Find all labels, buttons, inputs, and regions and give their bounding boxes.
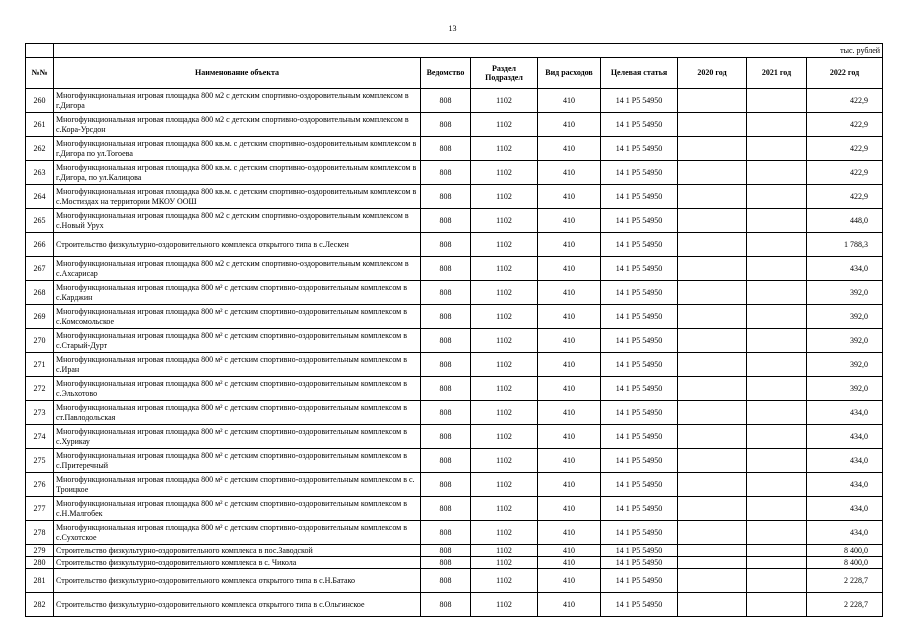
- section-code: 1102: [471, 449, 538, 473]
- table-row: [26, 137, 883, 161]
- units-label: тыс. рублей: [54, 44, 883, 58]
- value-2022: 392,0: [807, 305, 883, 329]
- section-code: 1102: [471, 161, 538, 185]
- department-code: 808: [421, 569, 471, 593]
- row-number: 274: [26, 425, 54, 449]
- value-2022: 422,9: [807, 185, 883, 209]
- table-row: [26, 257, 883, 281]
- target-item: 14 1 P5 54950: [601, 281, 678, 305]
- section-code: 1102: [471, 425, 538, 449]
- target-item: 14 1 P5 54950: [601, 329, 678, 353]
- value-2020: [678, 449, 747, 473]
- expense-type: 410: [538, 257, 601, 281]
- section-code: 1102: [471, 113, 538, 137]
- target-item: 14 1 P5 54950: [601, 569, 678, 593]
- page-number: 13: [448, 24, 457, 33]
- object-name: Многофункциональная игровая площадка 800 м2 с детским спортивно-оздоровительным комплексом в с.Кора-Урсдон: [54, 113, 421, 137]
- department-code: 808: [421, 353, 471, 377]
- value-2021: [747, 449, 807, 473]
- budget-table-container: [25, 43, 882, 617]
- expense-type: 410: [538, 449, 601, 473]
- table-row: [26, 557, 883, 569]
- value-2021: [747, 209, 807, 233]
- row-number: 273: [26, 401, 54, 425]
- table-row: [26, 305, 883, 329]
- target-item: 14 1 P5 54950: [601, 521, 678, 545]
- units-blank-cell: [26, 44, 54, 58]
- expense-type: 410: [538, 521, 601, 545]
- row-number: 278: [26, 521, 54, 545]
- table-row: [26, 545, 883, 557]
- value-2022: 434,0: [807, 401, 883, 425]
- value-2021: [747, 305, 807, 329]
- section-code: 1102: [471, 329, 538, 353]
- department-code: 808: [421, 557, 471, 569]
- expense-type: 410: [538, 305, 601, 329]
- target-item: 14 1 P5 54950: [601, 473, 678, 497]
- expense-type: 410: [538, 473, 601, 497]
- value-2020: [678, 281, 747, 305]
- object-name: Строительство физкультурно-оздоровительного комплекса открытого типа в с.Лескен: [54, 233, 421, 257]
- value-2022: 2 228,7: [807, 569, 883, 593]
- section-code: 1102: [471, 233, 538, 257]
- target-item: 14 1 P5 54950: [601, 89, 678, 113]
- section-code: 1102: [471, 569, 538, 593]
- value-2020: [678, 593, 747, 617]
- expense-type: 410: [538, 377, 601, 401]
- department-code: 808: [421, 233, 471, 257]
- department-code: 808: [421, 449, 471, 473]
- department-code: 808: [421, 497, 471, 521]
- section-code: 1102: [471, 473, 538, 497]
- department-code: 808: [421, 305, 471, 329]
- value-2022: 434,0: [807, 257, 883, 281]
- header-year-2021: 2021 год: [747, 58, 807, 89]
- target-item: 14 1 P5 54950: [601, 257, 678, 281]
- expense-type: 410: [538, 557, 601, 569]
- row-number: 269: [26, 305, 54, 329]
- target-item: 14 1 P5 54950: [601, 593, 678, 617]
- expense-type: 410: [538, 569, 601, 593]
- target-item: 14 1 P5 54950: [601, 137, 678, 161]
- row-number: 268: [26, 281, 54, 305]
- section-code: 1102: [471, 281, 538, 305]
- header-target-item: Целевая статья: [601, 58, 678, 89]
- table-row: [26, 185, 883, 209]
- expense-type: 410: [538, 233, 601, 257]
- section-code: 1102: [471, 377, 538, 401]
- object-name: Многофункциональная игровая площадка 800 кв.м. с детским спортивно-оздоровительным комплексом в с.Мостиздах на территории МКОУ ООШ: [54, 185, 421, 209]
- section-code: 1102: [471, 137, 538, 161]
- table-row: [26, 353, 883, 377]
- expense-type: 410: [538, 137, 601, 161]
- section-code: 1102: [471, 257, 538, 281]
- object-name: Многофункциональная игровая площадка 800 м² с детским спортивно-оздоровительным комплексом в с.Н.Малгобек: [54, 497, 421, 521]
- table-row: [26, 233, 883, 257]
- table-row: [26, 497, 883, 521]
- value-2020: [678, 569, 747, 593]
- value-2021: [747, 137, 807, 161]
- row-number: 277: [26, 497, 54, 521]
- table-row: [26, 569, 883, 593]
- object-name: Многофункциональная игровая площадка 800 м² с детским спортивно-оздоровительным комплексом в с.Хурикау: [54, 425, 421, 449]
- header-year-2022: 2022 год: [807, 58, 883, 89]
- target-item: 14 1 P5 54950: [601, 161, 678, 185]
- expense-type: 410: [538, 545, 601, 557]
- target-item: 14 1 P5 54950: [601, 425, 678, 449]
- table-row: [26, 89, 883, 113]
- section-code: 1102: [471, 353, 538, 377]
- target-item: 14 1 P5 54950: [601, 545, 678, 557]
- value-2022: 434,0: [807, 425, 883, 449]
- department-code: 808: [421, 113, 471, 137]
- table-row: [26, 449, 883, 473]
- value-2022: 2 228,7: [807, 593, 883, 617]
- section-code: 1102: [471, 521, 538, 545]
- object-name: Многофункциональная игровая площадка 800 м2 с детским спортивно-оздоровительным комплексом в г.Дигора: [54, 89, 421, 113]
- expense-type: 410: [538, 401, 601, 425]
- object-name: Многофункциональная игровая площадка 800 м² с детским спортивно-оздоровительным комплексом в с.Эльхотово: [54, 377, 421, 401]
- units-row: [26, 44, 883, 58]
- expense-type: 410: [538, 425, 601, 449]
- target-item: 14 1 P5 54950: [601, 233, 678, 257]
- header-object-name: Наименование объекта: [54, 58, 421, 89]
- expense-type: 410: [538, 497, 601, 521]
- value-2022: 422,9: [807, 113, 883, 137]
- value-2020: [678, 89, 747, 113]
- row-number: 279: [26, 545, 54, 557]
- value-2021: [747, 521, 807, 545]
- value-2022: 422,9: [807, 137, 883, 161]
- department-code: 808: [421, 401, 471, 425]
- object-name: Многофункциональная игровая площадка 800 кв.м. с детским спортивно-оздоровительным комплексом в г.Дигора, по ул.Калицова: [54, 161, 421, 185]
- value-2020: [678, 401, 747, 425]
- object-name: Многофункциональная игровая площадка 800 м2 с детским спортивно-оздоровительным комплексом в с.Ахсарисар: [54, 257, 421, 281]
- value-2021: [747, 281, 807, 305]
- target-item: 14 1 P5 54950: [601, 209, 678, 233]
- value-2020: [678, 233, 747, 257]
- target-item: 14 1 P5 54950: [601, 557, 678, 569]
- target-item: 14 1 P5 54950: [601, 401, 678, 425]
- department-code: 808: [421, 377, 471, 401]
- value-2022: 434,0: [807, 497, 883, 521]
- table-row: [26, 521, 883, 545]
- object-name: Многофункциональная игровая площадка 800 м² с детским спортивно-оздоровительным комплексом в с.Старый-Дурт: [54, 329, 421, 353]
- object-name: Строительство физкультурно-оздоровительного комплекса в пос.Заводской: [54, 545, 421, 557]
- value-2022: 448,0: [807, 209, 883, 233]
- value-2020: [678, 557, 747, 569]
- value-2022: 422,9: [807, 161, 883, 185]
- table-row: [26, 377, 883, 401]
- value-2021: [747, 113, 807, 137]
- row-number: 262: [26, 137, 54, 161]
- row-number: 280: [26, 557, 54, 569]
- table-row: [26, 161, 883, 185]
- department-code: 808: [421, 257, 471, 281]
- section-code: 1102: [471, 497, 538, 521]
- value-2021: [747, 257, 807, 281]
- object-name: Многофункциональная игровая площадка 800 м² с детским спортивно-оздоровительным комплексом в с.Карджин: [54, 281, 421, 305]
- value-2022: 392,0: [807, 353, 883, 377]
- table-row: [26, 401, 883, 425]
- value-2022: 392,0: [807, 377, 883, 401]
- object-name: Многофункциональная игровая площадка 800 м² с детским спортивно-оздоровительным комплексом в с. Троицкое: [54, 473, 421, 497]
- section-code: 1102: [471, 305, 538, 329]
- expense-type: 410: [538, 209, 601, 233]
- department-code: 808: [421, 137, 471, 161]
- value-2022: 1 788,3: [807, 233, 883, 257]
- target-item: 14 1 P5 54950: [601, 353, 678, 377]
- row-number: 281: [26, 569, 54, 593]
- value-2022: 8 400,0: [807, 545, 883, 557]
- header-year-2020: 2020 год: [678, 58, 747, 89]
- value-2022: 434,0: [807, 521, 883, 545]
- value-2021: [747, 89, 807, 113]
- header-expense-type: Вид расходов: [538, 58, 601, 89]
- value-2021: [747, 569, 807, 593]
- row-number: 260: [26, 89, 54, 113]
- row-number: 267: [26, 257, 54, 281]
- object-name: Строительство физкультурно-оздоровительного комплекса открытого типа в с.Н.Батако: [54, 569, 421, 593]
- department-code: 808: [421, 185, 471, 209]
- section-code: 1102: [471, 209, 538, 233]
- section-code: 1102: [471, 185, 538, 209]
- object-name: Строительство физкультурно-оздоровительного комплекса в с. Чикола: [54, 557, 421, 569]
- object-name: Многофункциональная игровая площадка 800 м² с детским спортивно-оздоровительным комплексом в с.Притеречный: [54, 449, 421, 473]
- department-code: 808: [421, 593, 471, 617]
- expense-type: 410: [538, 161, 601, 185]
- value-2021: [747, 401, 807, 425]
- value-2021: [747, 497, 807, 521]
- table-row: [26, 593, 883, 617]
- table-row: [26, 473, 883, 497]
- row-number: 276: [26, 473, 54, 497]
- value-2020: [678, 257, 747, 281]
- value-2020: [678, 473, 747, 497]
- object-name: Многофункциональная игровая площадка 800 м² с детским спортивно-оздоровительным комплексом в с.Комсомольское: [54, 305, 421, 329]
- target-item: 14 1 P5 54950: [601, 497, 678, 521]
- value-2022: 434,0: [807, 473, 883, 497]
- header-number: №№: [26, 58, 54, 89]
- value-2020: [678, 521, 747, 545]
- value-2021: [747, 329, 807, 353]
- row-number: 282: [26, 593, 54, 617]
- value-2022: 8 400,0: [807, 557, 883, 569]
- object-name: Строительство физкультурно-оздоровительного комплекса открытого типа в с.Ольгинское: [54, 593, 421, 617]
- expense-type: 410: [538, 593, 601, 617]
- row-number: 272: [26, 377, 54, 401]
- value-2021: [747, 353, 807, 377]
- value-2021: [747, 233, 807, 257]
- value-2022: 422,9: [807, 89, 883, 113]
- target-item: 14 1 P5 54950: [601, 305, 678, 329]
- value-2021: [747, 185, 807, 209]
- department-code: 808: [421, 281, 471, 305]
- budget-table: [25, 43, 883, 617]
- table-row: [26, 281, 883, 305]
- value-2020: [678, 545, 747, 557]
- header-department: Ведомство: [421, 58, 471, 89]
- value-2020: [678, 113, 747, 137]
- row-number: 263: [26, 161, 54, 185]
- value-2020: [678, 161, 747, 185]
- table-row: [26, 329, 883, 353]
- section-code: 1102: [471, 593, 538, 617]
- department-code: 808: [421, 329, 471, 353]
- value-2021: [747, 161, 807, 185]
- department-code: 808: [421, 89, 471, 113]
- value-2021: [747, 557, 807, 569]
- row-number: 266: [26, 233, 54, 257]
- department-code: 808: [421, 209, 471, 233]
- section-code: 1102: [471, 557, 538, 569]
- table-row: [26, 113, 883, 137]
- department-code: 808: [421, 545, 471, 557]
- value-2020: [678, 353, 747, 377]
- department-code: 808: [421, 425, 471, 449]
- value-2021: [747, 377, 807, 401]
- object-name: Многофункциональная игровая площадка 800 м² с детским спортивно-оздоровительным комплексом в с.Сухотское: [54, 521, 421, 545]
- row-number: 265: [26, 209, 54, 233]
- target-item: 14 1 P5 54950: [601, 377, 678, 401]
- department-code: 808: [421, 473, 471, 497]
- department-code: 808: [421, 161, 471, 185]
- value-2022: 392,0: [807, 281, 883, 305]
- row-number: 271: [26, 353, 54, 377]
- value-2020: [678, 305, 747, 329]
- object-name: Многофункциональная игровая площадка 800 м2 с детским спортивно-оздоровительным комплексом в с.Новый Урух: [54, 209, 421, 233]
- section-code: 1102: [471, 89, 538, 113]
- table-row: [26, 425, 883, 449]
- value-2020: [678, 137, 747, 161]
- expense-type: 410: [538, 89, 601, 113]
- value-2020: [678, 209, 747, 233]
- target-item: 14 1 P5 54950: [601, 113, 678, 137]
- value-2021: [747, 593, 807, 617]
- value-2021: [747, 425, 807, 449]
- department-code: 808: [421, 521, 471, 545]
- value-2021: [747, 473, 807, 497]
- table-row: [26, 209, 883, 233]
- value-2020: [678, 329, 747, 353]
- value-2021: [747, 545, 807, 557]
- row-number: 264: [26, 185, 54, 209]
- object-name: Многофункциональная игровая площадка 800 м² с детским спортивно-оздоровительным комплексом в ст.Павлодольская: [54, 401, 421, 425]
- section-code: 1102: [471, 545, 538, 557]
- object-name: Многофункциональная игровая площадка 800 м² с детским спортивно-оздоровительным комплексом в с.Иран: [54, 353, 421, 377]
- expense-type: 410: [538, 329, 601, 353]
- value-2020: [678, 377, 747, 401]
- row-number: 275: [26, 449, 54, 473]
- expense-type: 410: [538, 113, 601, 137]
- section-code: 1102: [471, 401, 538, 425]
- value-2020: [678, 497, 747, 521]
- value-2020: [678, 185, 747, 209]
- header-row: [26, 58, 883, 89]
- row-number: 270: [26, 329, 54, 353]
- expense-type: 410: [538, 353, 601, 377]
- row-number: 261: [26, 113, 54, 137]
- target-item: 14 1 P5 54950: [601, 449, 678, 473]
- header-section: Раздел Подраздел: [471, 58, 538, 89]
- object-name: Многофункциональная игровая площадка 800 кв.м. с детским спортивно-оздоровительным комплексом в г.Дигора по ул.Тогоева: [54, 137, 421, 161]
- value-2020: [678, 425, 747, 449]
- value-2022: 434,0: [807, 449, 883, 473]
- expense-type: 410: [538, 281, 601, 305]
- target-item: 14 1 P5 54950: [601, 185, 678, 209]
- value-2022: 392,0: [807, 329, 883, 353]
- expense-type: 410: [538, 185, 601, 209]
